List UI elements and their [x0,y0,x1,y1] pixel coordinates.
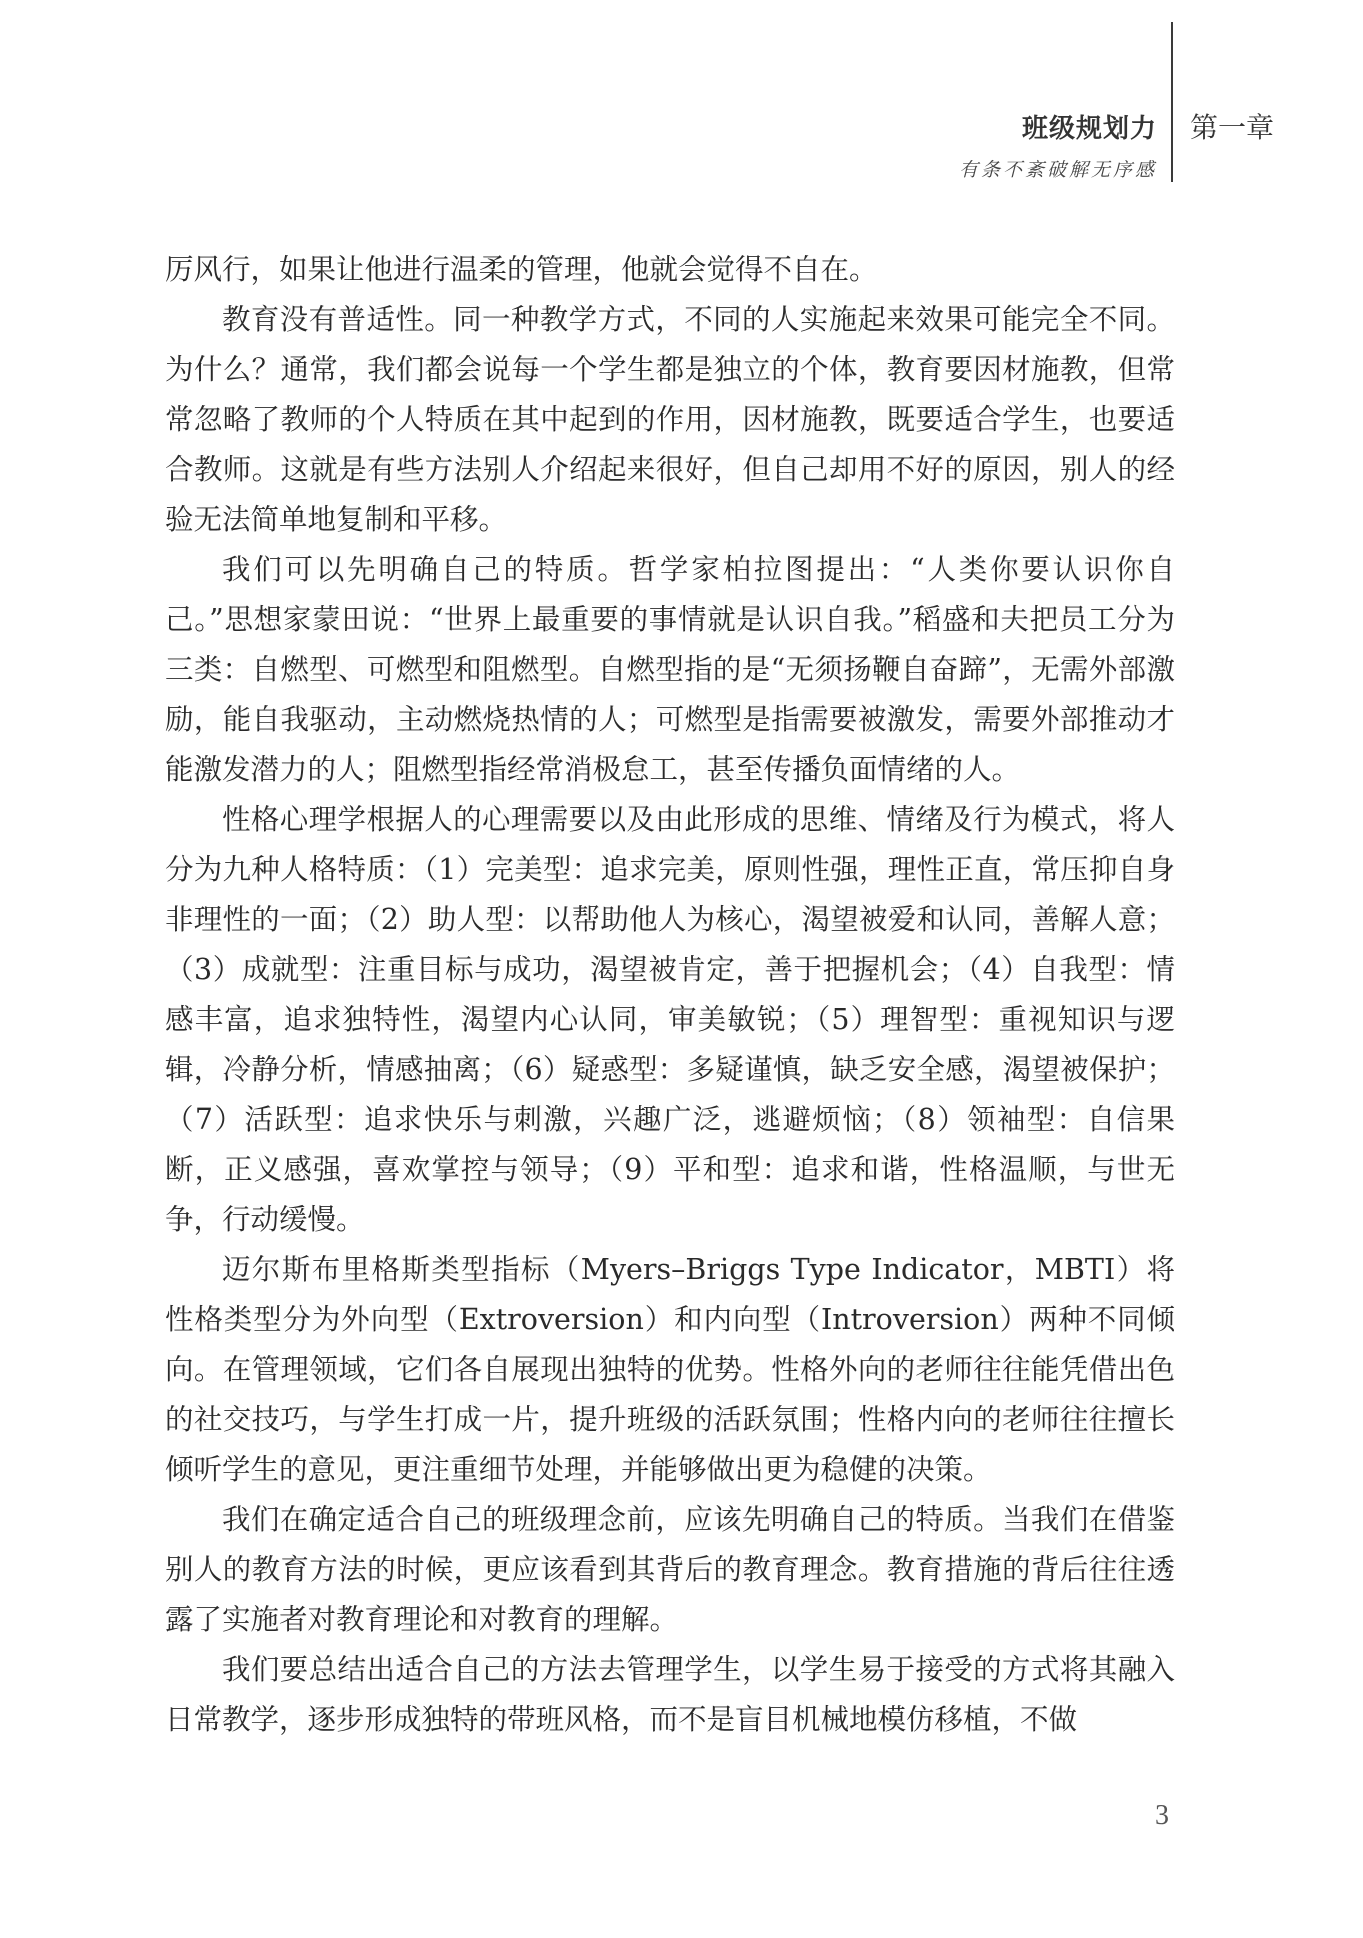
section-subtitle: 有条不紊破解无序感 [958,159,1157,181]
paragraph: 我们要总结出适合自己的方法去管理学生，以学生易于接受的方式将其融入日常教学，逐步形成独特的带班风格，而不是盲目机械地模仿移植，不做 [165,1653,1175,1736]
chapter-label: 第一章 [1190,111,1275,144]
paragraph: 迈尔斯布里格斯类型指标（Myers–Briggs Type Indicator，MBTI）将性格类型分为外向型（Extroversion）和内向型（Introversion）两种不同倾向。在管理领域，它们各自展现出独特的优势。性格外向的老师往往能凭借出色的社交技巧，与学生打成一片，提升班级的活跃氛围；性格内向的老师往往擅长倾听学生的意见，更注重细节处理，并能够做出更为稳健的决策。 [165,1253,1175,1486]
running-header [0,0,1363,200]
paragraph: 我们可以先明确自己的特质。哲学家柏拉图提出：“人类你要认识你自己。”思想家蒙田说：“世界上最重要的事情就是认识自我。”稻盛和夫把员工分为三类：自燃型、可燃型和阻燃型。自燃型指的是“无须扬鞭自奋蹄”，无需外部激励，能自我驱动，主动燃烧热情的人；可燃型是指需要被激发，需要外部推动才能激发潜力的人；阻燃型指经常消极怠工，甚至传播负面情绪的人。 [165,553,1175,786]
body-text [165,245,1175,1745]
section-title: 班级规划力 [1021,114,1157,144]
paragraph-continued: 厉风行，如果让他进行温柔的管理，他就会觉得不自在。 [165,253,878,286]
header-divider [1171,22,1173,182]
paragraph: 我们在确定适合自己的班级理念前，应该先明确自己的特质。当我们在借鉴别人的教育方法的时候，更应该看到其背后的教育理念。教育措施的背后往往透露了实施者对教育理论和对教育的理解。 [165,1503,1175,1636]
page-number: 3 [1155,1800,1169,1831]
paragraph: 教育没有普适性。同一种教学方式，不同的人实施起来效果可能完全不同。为什么？通常，我们都会说每一个学生都是独立的个体，教育要因材施教，但常常忽略了教师的个人特质在其中起到的作用，因材施教，既要适合学生，也要适合教师。这就是有些方法别人介绍起来很好，但自己却用不好的原因，别人的经验无法简单地复制和平移。 [165,303,1175,536]
paragraph: 性格心理学根据人的心理需要以及由此形成的思维、情绪及行为模式，将人分为九种人格特质：（1）完美型：追求完美，原则性强，理性正直，常压抑自身非理性的一面；（2）助人型：以帮助他人为核心，渴望被爱和认同，善解人意；（3）成就型：注重目标与成功，渴望被肯定，善于把握机会；（4）自我型：情感丰富，追求独特性，渴望内心认同，审美敏锐；（5）理智型：重视知识与逻辑，冷静分析，情感抽离；（6）疑惑型：多疑谨慎，缺乏安全感，渴望被保护；（7）活跃型：追求快乐与刺激，兴趣广泛，逃避烦恼；（8）领袖型：自信果断，正义感强，喜欢掌控与领导；（9）平和型：追求和谐，性格温顺，与世无争，行动缓慢。 [165,803,1175,1236]
